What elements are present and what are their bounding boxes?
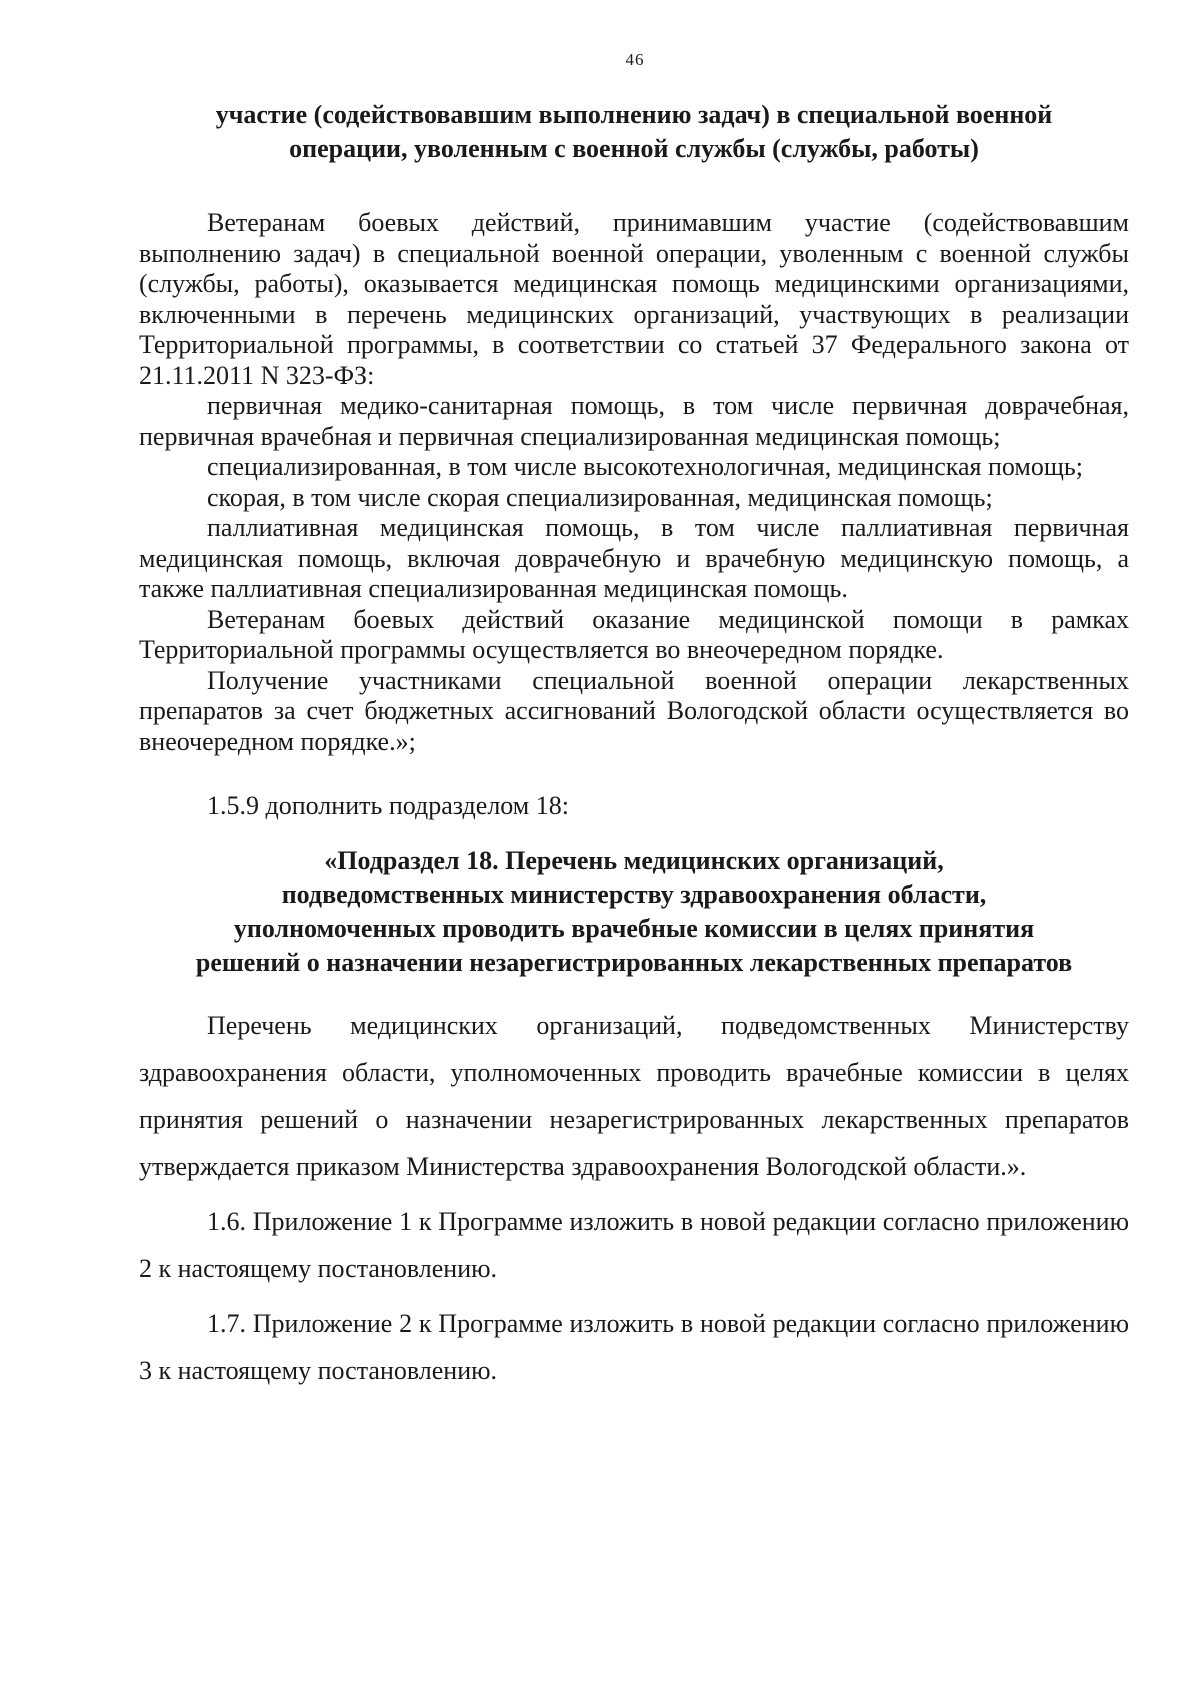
paragraph-veterans-care: Ветеранам боевых действий, принимавшим участие (содействовавшим выполнению задач) в специальной военной операции, уволенным с военной службы (службы, работы), оказывается медицинская помощь медицинскими организациями, включенными в перечень медицинских организаций, участвующих в реализации Территориальной программы, в соответствии со статьей 37 Федерального закона от 21.11.2011 N 323-ФЗ: [139, 208, 1129, 390]
document-body [139, 98, 1129, 1394]
page-number: 46 [625, 50, 645, 69]
heading-line: подведомственных министерству здравоохранения области, [281, 879, 987, 909]
paragraph-priority-order: Ветеранам боевых действий оказание медицинской помощи в рамках Территориальной программы осуществляется во внеочередном порядке. [139, 604, 1129, 664]
list-item-specialized-care: специализированная, в том числе высокотехнологичная, медицинская помощь; [207, 452, 1083, 481]
subsection-18-heading [139, 844, 1129, 980]
paragraph-subsection-18: Перечень медицинских организаций, подведомственных Министерству здравоохранения области, уполномоченных проводить врачебные комиссии в целях принятия решений о назначении незарегистрированных лекарственных препаратов утверждается приказом Министерства здравоохранения Вологодской области.». [139, 1010, 1129, 1181]
heading-line: «Подраздел 18. Перечень медицинских организаций, [324, 845, 944, 875]
heading-line: уполномоченных проводить врачебные комиссии в целях принятия [233, 913, 1035, 943]
heading-line: участие (содействовавшим выполнению задач) в специальной военной [215, 100, 1053, 129]
paragraph-medicines: Получение участниками специальной военной операции лекарственных препаратов за счет бюджетных ассигнований Вологодской области осуществляется во внеочередном порядке.»; [139, 665, 1129, 756]
item-1-7: 1.7. Приложение 2 к Программе изложить в новой редакции согласно приложению 3 к настоящему постановлению. [139, 1308, 1129, 1385]
heading-line: операции, уволенным с военной службы (службы, работы) [289, 134, 979, 163]
item-1-6: 1.6. Приложение 1 к Программе изложить в новой редакции согласно приложению 2 к настоящему постановлению. [139, 1206, 1129, 1283]
item-1-5-9: 1.5.9 дополнить подразделом 18: [207, 791, 569, 820]
list-item-primary-care: первичная медико-санитарная помощь, в том числе первичная доврачебная, первичная врачебная и первичная специализированная медицинская помощь; [139, 391, 1129, 451]
heading-line: решений о назначении незарегистрированных лекарственных препаратов [195, 947, 1073, 977]
section-heading-svo [139, 98, 1129, 166]
list-item-palliative-care: паллиативная медицинская помощь, в том числе паллиативная первичная медицинская помощь, включая доврачебную и врачебную медицинскую помощь, а также паллиативная специализированная медицинская помощь. [139, 513, 1129, 603]
list-item-emergency-care: скорая, в том числе скорая специализированная, медицинская помощь; [207, 482, 993, 512]
